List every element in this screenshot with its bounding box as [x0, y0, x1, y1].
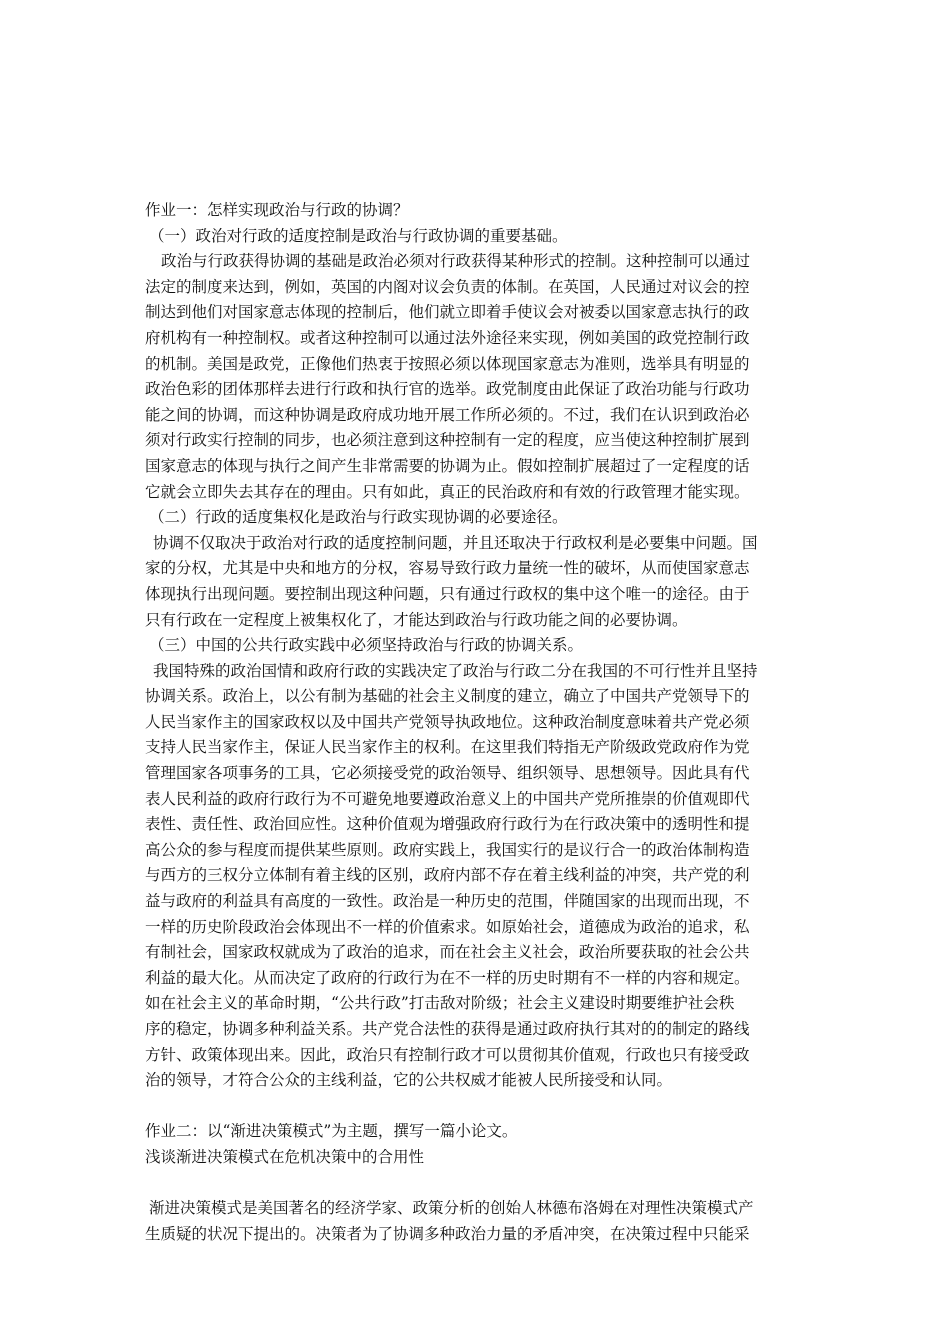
paragraph-line: 人民当家作主的国家政权以及中国共产党领导执政地位。这种政治制度意味着共产党必须	[145, 712, 750, 731]
section3-paragraph	[145, 659, 809, 1094]
paragraph-line: 家的分权，尤其是中央和地方的分权，容易导致行政力量统一性的破坏，从而使国家意志	[145, 559, 750, 578]
paragraph-line: 须对行政实行控制的同步，也必须注意到这种控制有一定的程度，应当使这种控制扩展到	[145, 431, 750, 450]
paragraph-line: 益与政府的利益具有高度的一致性。政治是一种历史的范围，伴随国家的出现而出现，不	[145, 892, 750, 911]
paragraph-line: 制达到他们对国家意志体现的控制后，他们就立即着手使议会对被委以国家意志执行的政	[145, 303, 750, 322]
spacer	[145, 1094, 809, 1120]
spacer	[145, 1171, 809, 1197]
paragraph-line: 有制社会，国家政权就成为了政治的追求，而在社会主义社会，政治所要获取的社会公共	[145, 943, 750, 962]
paragraph-line: 只有行政在一定程度上被集权化了，才能达到政治与行政功能之间的必要协调。	[145, 610, 688, 629]
paragraph-line: 能之间的协调，而这种协调是政府成功地开展工作所必须的。不过，我们在认识到政治必	[145, 405, 750, 424]
paragraph-line: 协调关系。政治上，以公有制为基础的社会主义制度的建立，确立了中国共产党领导下的	[145, 687, 750, 706]
paragraph-line: 支持人民当家作主，保证人民当家作主的权利。在这里我们特指无产阶级政党政府作为党	[145, 738, 750, 757]
paragraph-line: 高公众的参与程度而提供某些原则。政府实践上，我国实行的是议行合一的政治体制构造	[145, 840, 750, 859]
section3-heading: （三）中国的公共行政实践中必须坚持政治与行政的协调关系。	[149, 636, 584, 655]
paragraph-line: 渐进决策模式是美国著名的经济学家、政策分析的创始人林德布洛姆在对理性决策模式产	[149, 1199, 754, 1218]
section2-heading: （二）行政的适度集权化是政治与行政实现协调的必要途径。	[149, 508, 568, 527]
assignment2	[145, 1119, 809, 1247]
assignment2-title: 作业二：以“渐进决策模式”为主题，撰写一篇小论文。	[145, 1122, 518, 1141]
section1-paragraph	[145, 249, 809, 505]
paragraph-line: 协调不仅取决于政治对行政的适度控制问题，并且还取决于行政权利是必要集中问题。国	[153, 533, 758, 552]
paragraph-line: 生质疑的状况下提出的。决策者为了协调多种政治力量的矛盾冲突，在决策过程中只能采	[145, 1224, 750, 1243]
document-body	[145, 198, 809, 1247]
paragraph-line: 府机构有一种控制权。或者这种控制可以通过法外途径来实现，例如美国的政党控制行政	[145, 328, 750, 347]
section2-paragraph	[145, 531, 809, 633]
paragraph-line: 政治色彩的团体那样去进行行政和执行官的选举。政党制度由此保证了政治功能与行政功	[145, 380, 750, 399]
paragraph-line: 方针、政策体现出来。因此，政治只有控制行政才可以贯彻其价值观，行政也只有接受政	[145, 1045, 750, 1064]
paragraph-line: 管理国家各项事务的工具，它必须接受党的政治领导、组织领导、思想领导。因此具有代	[145, 764, 750, 783]
paragraph-line: 国家意志的体现与执行之间产生非常需要的协调为止。假如控制扩展超过了一定程度的话	[145, 456, 750, 475]
paragraph-line: 一样的历史阶段政治会体现出不一样的价值索求。如原始社会，道德成为政治的追求，私	[145, 917, 750, 936]
paragraph-line: 与西方的三权分立体制有着主线的区别，政府内部不存在着主线利益的冲突，共产党的利	[145, 866, 750, 885]
paragraph-line: 它就会立即失去其存在的理由。只有如此，真正的民治政府和有效的行政管理才能实现。	[145, 482, 750, 501]
paragraph-line: 政治与行政获得协调的基础是政治必须对行政获得某种形式的控制。这种控制可以通过	[161, 252, 751, 271]
section1-heading: （一）政治对行政的适度控制是政治与行政协调的重要基础。	[149, 226, 568, 245]
paragraph-line: 法定的制度来达到，例如，英国的内阁对议会负责的体制。在英国，人民通过对议会的控	[145, 277, 750, 296]
paragraph-line: 序的稳定，协调多种利益关系。共产党合法性的获得是通过政府执行其对的的制定的路线	[145, 1020, 750, 1038]
essay-paragraph	[145, 1196, 809, 1247]
paragraph-line: 体现执行出现问题。要控制出现这种问题，只有通过行政权的集中这个唯一的途径。由于	[145, 584, 750, 603]
paragraph-line: 治的领导，才符合公众的主线利益，它的公共权威才能被人民所接受和认同。	[145, 1071, 673, 1090]
paragraph-line: 表性、责任性、政治回应性。这种价值观为增强政府行政行为在行政决策中的透明性和提	[145, 815, 750, 834]
paragraph-line: 的机制。美国是政党，正像他们热衷于按照必须以体现国家意志为准则，选举具有明显的	[145, 354, 750, 373]
paragraph-line: 如在社会主义的革命时期，“公共行政”打击敌对阶级；社会主义建设时期要维护社会秩	[145, 994, 735, 1013]
essay-title: 浅谈渐进决策模式在危机决策中的合用性	[145, 1147, 425, 1166]
assignment1-title: 作业一：怎样实现政治与行政的协调？	[145, 201, 409, 219]
paragraph-line: 表人民利益的政府行政行为不可避免地要遵政治意义上的中国共产党所推崇的价值观即代	[145, 789, 750, 808]
paragraph-line: 我国特殊的政治国情和政府行政的实践决定了政治与行政二分在我国的不可行性并且坚持	[153, 661, 758, 680]
assignment1	[145, 198, 809, 1094]
paragraph-line: 利益的最大化。从而决定了政府的行政行为在不一样的历史时期有不一样的内容和规定。	[145, 968, 750, 987]
